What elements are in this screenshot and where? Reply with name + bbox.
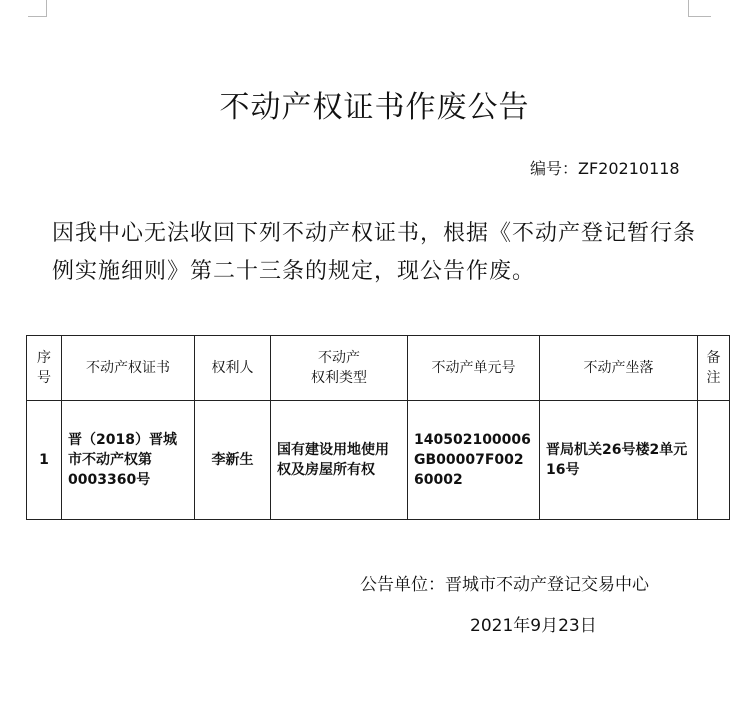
cell-right-type: 国有建设用地使用权及房屋所有权 [271, 401, 408, 520]
cell-unit-no: 140502100006GB00007F00260002 [408, 401, 540, 520]
header-location: 不动产坐落 [540, 336, 698, 401]
header-unit-no: 不动产单元号 [408, 336, 540, 401]
document-number: 编号：ZF20210118 [530, 159, 680, 178]
issue-date: 2021年9月23日 [470, 616, 597, 636]
cell-certificate: 晋（2018）晋城市不动产权第0003360号 [62, 401, 195, 520]
header-certificate: 不动产权证书 [62, 336, 195, 401]
certificate-table [26, 335, 730, 520]
header-seq: 序 号 [27, 336, 62, 401]
cell-location: 晋局机关26号楼2单元16号 [540, 401, 698, 520]
header-right-type: 不动产 权利类型 [271, 336, 408, 401]
header-holder: 权利人 [195, 336, 271, 401]
cell-holder: 李新生 [195, 401, 271, 520]
table-header-row [27, 336, 730, 401]
issuing-unit: 公告单位：晋城市不动产登记交易中心 [360, 575, 649, 595]
page-corner-mark-top-right [688, 0, 711, 17]
document-title: 不动产权证书作废公告 [219, 90, 530, 126]
page-corner-mark-top-left [28, 0, 47, 17]
header-remark: 备 注 [698, 336, 730, 401]
intro-paragraph: 因我中心无法收回下列不动产权证书，根据《不动产登记暂行条例实施细则》第二十三条的规定，现公告作废。 [52, 221, 697, 284]
cell-seq: 1 [27, 401, 62, 520]
cell-remark [698, 401, 730, 520]
table-row [27, 401, 730, 520]
